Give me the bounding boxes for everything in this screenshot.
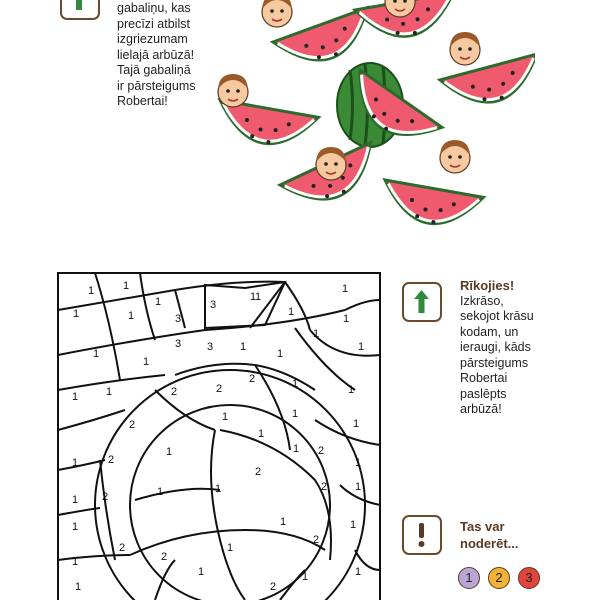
color-by-number-puzzle [55,270,385,600]
puzzle-number: 1 [302,571,309,583]
text-line: ieraugi, kāds [460,340,531,354]
puzzle-number: 2 [249,373,256,385]
text-line: kodam, un [460,324,519,339]
puzzle-number: 1 [166,446,173,458]
puzzle-number: 1 [72,494,79,506]
puzzle-number: 2 [321,481,328,493]
puzzle-number: 2 [129,419,136,431]
puzzle-number: 1 [72,391,79,403]
puzzle-number: 1 [280,516,287,528]
puzzle-number: 3 [210,299,217,311]
text-line: lielajā arbūzā! [117,47,195,62]
puzzle-number: 1 [258,428,265,440]
puzzle-number: 1 [72,457,79,469]
puzzle-number: 1 [157,486,164,498]
text-line: Tajā gabaliņā [117,63,191,77]
puzzle-number: 1 [93,348,100,360]
watermelon-illustration [205,0,535,245]
puzzle-number: 1 [343,313,350,325]
puzzle-number: 2 [161,551,168,563]
puzzle-number: 1 [128,310,135,322]
text-line: arbūzā! [460,402,502,416]
puzzle-number: 1 [348,384,355,396]
text-line: gabaliņu, kas [117,1,191,15]
rikojies-heading: Rīkojies! [460,278,515,293]
text-line: izgriezumam [117,32,188,46]
puzzle-number: 1 [358,341,365,353]
melon-slice-3 [214,100,319,152]
puzzle-number: 1 [255,291,262,303]
color-code-3: 3 [518,567,540,589]
puzzle-number: 1 [353,418,360,430]
puzzle-number: 2 [102,491,109,503]
up-arrow-icon [62,0,97,17]
puzzle-number: 1 [355,457,362,469]
melon-slice-4 [440,54,535,114]
puzzle-number: 1 [292,408,299,420]
puzzle-number: 1 [155,296,162,308]
puzzle-number: 2 [108,454,115,466]
puzzle-number: 1 [143,356,150,368]
puzzle-number: 3 [175,313,182,325]
arrow-icon-box [402,282,442,322]
puzzle-number: 2 [255,466,262,478]
text-line: paslēpts [460,386,507,401]
arrow-icon-box-top [60,0,100,20]
exclamation-icon-box [402,515,442,555]
puzzle-number: 1 [240,341,247,353]
top-task-text [117,1,212,110]
up-arrow-icon [404,284,439,319]
color-code-1: 1 [458,567,480,589]
puzzle-number: 1 [198,566,205,578]
puzzle-number: 1 [293,443,300,455]
hint-heading [460,518,519,552]
text-line: sekojot krāsu [460,309,534,323]
puzzle-number: 1 [313,328,320,340]
puzzle-number: 1 [355,566,362,578]
puzzle-number: 1 [106,386,113,398]
puzzle-number: 1 [250,291,257,303]
puzzle-number: 2 [270,581,277,593]
puzzle-number: 1 [227,542,234,554]
puzzle-number: 1 [72,521,79,533]
puzzle-number: 1 [123,280,130,292]
puzzle-number: 2 [313,534,320,546]
rikojies-task [460,278,560,418]
puzzle-number: 2 [216,383,223,395]
puzzle-number: 3 [175,338,182,350]
exclamation-icon [404,517,439,552]
color-code-2: 2 [488,567,510,589]
puzzle-number: 2 [318,445,325,457]
melon-slice-6 [379,180,484,232]
puzzle-number: 1 [72,556,79,568]
puzzle-number: 1 [350,519,357,531]
puzzle-number: 1 [342,283,349,295]
text-line: Izkrāso, [460,293,504,308]
text-line: ir pārsteigums [117,78,196,93]
text-line: precīzi atbilst [117,16,190,31]
puzzle-number: 1 [355,481,362,493]
hint-heading-line-2: noderēt... [460,536,519,551]
puzzle-number: 1 [88,285,95,297]
text-line: Robertai! [117,94,168,108]
hint-heading-line-1: Tas var [460,519,505,534]
puzzle-number: 3 [207,341,214,353]
puzzle-number: 2 [119,542,126,554]
puzzle-number: 1 [222,411,229,423]
puzzle-number: 1 [292,378,299,390]
puzzle-number: 1 [215,483,222,495]
text-line: Robertai [460,371,508,385]
puzzle-number: 1 [75,581,82,593]
puzzle-number: 1 [73,308,80,320]
puzzle-number: 1 [288,306,295,318]
puzzle-number: 2 [171,386,178,398]
text-line: pārsteigums [460,355,529,370]
puzzle-number: 1 [277,348,284,360]
